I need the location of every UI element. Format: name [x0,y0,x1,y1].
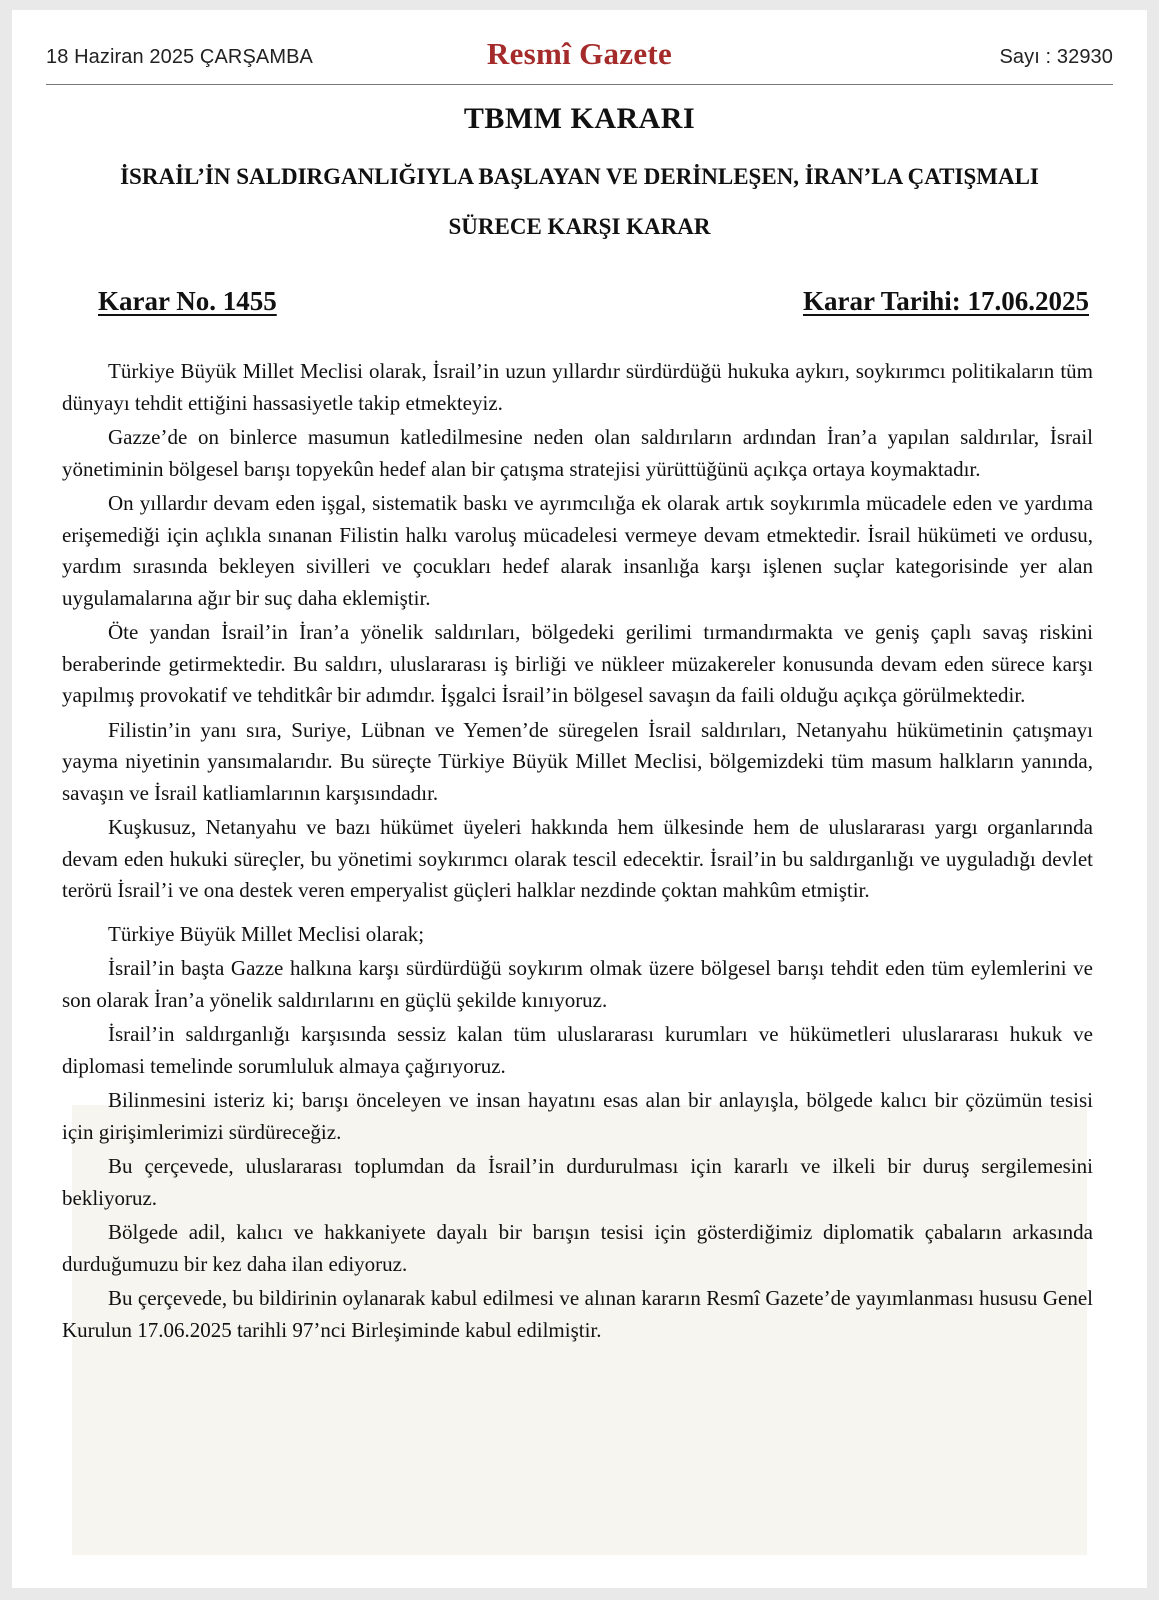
publication-date: 18 Haziran 2025 ÇARŞAMBA [46,46,313,68]
resolution-paragraph: Bu çerçevede, uluslararası toplumdan da İsrail’in durdurulması için kararlı ve ilkeli bir duruş sergilemesini bekliyoruz. [62,1154,1093,1210]
resolution-paragraph: Bilinmesini isteriz ki; barışı önceleyen ve insan hayatını esas alan bir anlayışla, bölgede kalıcı bir çözümün tesisi için girişimlerimizi sürdüreceğiz. [62,1088,1093,1144]
decision-number: Karar No. 1455 [98,286,277,316]
body-paragraph: Gazze’de on binlerce masumun katledilmesine neden olan saldırıların ardından İran’a yapılan saldırılar, İsrail yönetiminin bölgesel barışı topyekûn hedef alan bir çatışma stratejisi yürüttüğünü açıkça ortaya koymaktadır. [62,425,1093,481]
body-paragraph: Filistin’in yanı sıra, Suriye, Lübnan ve Yemen’de süregelen İsrail saldırıları, Netanyahu hükümetinin çatışmayı yayma niyetinin yansımalarıdır. Bu süreçte Türkiye Büyük Millet Meclisi, bölgemizdeki tüm masum halkların yanında, savaşın ve İsrail katliamlarının karşısındadır. [62,717,1093,805]
gazette-page [12,10,1147,1588]
resolution-paragraph: İsrail’in başta Gazze halkına karşı sürdürdüğü soykırım olmak üzere bölgesel barışı tehdit eden tüm eylemlerini ve son olarak İran’a yönelik saldırılarını en güçlü şekilde kınıyoruz. [62,956,1093,1012]
resolution-paragraph: Bölgede adil, kalıcı ve hakkaniyete dayalı bir barışın tesisi için gösterdiğimiz diplomatik çabaların arkasında durduğumuzu bir kez daha ilan ediyoruz. [62,1220,1093,1276]
gazette-header [46,32,1113,85]
decision-body [62,356,1093,1349]
body-paragraph: Öte yandan İsrail’in İran’a yönelik saldırıları, bölgedeki gerilimi tırmandırmakta ve geniş çaplı savaş riskini beraberinde getirmektedir. Bu saldırı, uluslararası iş birliği ve nükleer müzakereler konusunda devam eden sürece karşı yapılmış provokatif ve tehditkâr bir adımdır. İşgalci İsrail’in bölgesel savaşın da faili olduğu açıkça görülmektedir. [62,620,1093,707]
body-paragraph: On yıllardır devam eden işgal, sistematik baskı ve ayrımcılığa ek olarak artık soykırımla mücadele eden ve yardıma erişemediği için açlıkla sınanan Filistin halkı varoluş mücadelesi vermeye devam etmektedir. İsrail hükümeti ve ordusu, yardım sırasında bekleyen sivilleri ve çocukları hedef alarak insanlığa karşı işlenen suçlar kategorisinde yer alan uygulamalarına ağır bir suç daha eklemiştir. [62,491,1093,610]
closing-paragraph: Bu çerçevede, bu bildirinin oylanarak kabul edilmesi ve alınan kararın Resmî Gazete’de yayımlanması hususu Genel Kurulun 17.06.2025 tarihli 97’nci Birleşiminde kabul edilmiştir. [62,1286,1093,1342]
body-paragraph: Kuşkusuz, Netanyahu ve bazı hükümet üyeleri hakkında hem ülkesinde hem de uluslararası yargı organlarında devam eden hukuki süreçler, bu yönetimi soykırımcı olarak tescil edecektir. İsrail’in bu saldırganlığı ve uyguladığı devlet terörü İsrail’i ve ona destek veren emperyalist güçleri halklar nezdinde çoktan mahkûm etmiştir. [62,815,1093,902]
resolution-paragraph: İsrail’in saldırganlığı karşısında sessiz kalan tüm uluslararası kurumları ve hükümetleri uluslararası hukuk ve diplomasi temelinde sorumluluk almaya çağırıyoruz. [62,1022,1093,1078]
decision-meta [98,286,1089,326]
issue-number: Sayı : 32930 [999,46,1113,68]
decision-date: Karar Tarihi: 17.06.2025 [802,286,1089,316]
masthead-title: Resmî Gazete [486,36,673,71]
resolution-intro: Türkiye Büyük Millet Meclisi olarak; [108,921,425,946]
decision-title: TBMM KARARI [463,102,696,135]
decision-subtitle: İSRAİL’İN SALDIRGANLIĞIYLA BAŞLAYAN VE DERİNLEŞEN, İRAN’LA ÇATIŞMALI SÜRECE KARŞI KARAR [120,164,1039,239]
body-paragraph: Türkiye Büyük Millet Meclisi olarak, İsrail’in uzun yıllardır sürdürdüğü hukuka aykırı, soykırımcı politikaların tüm dünyayı tehdit ettiğini hassasiyetle takip etmekteyiz. [62,359,1093,415]
